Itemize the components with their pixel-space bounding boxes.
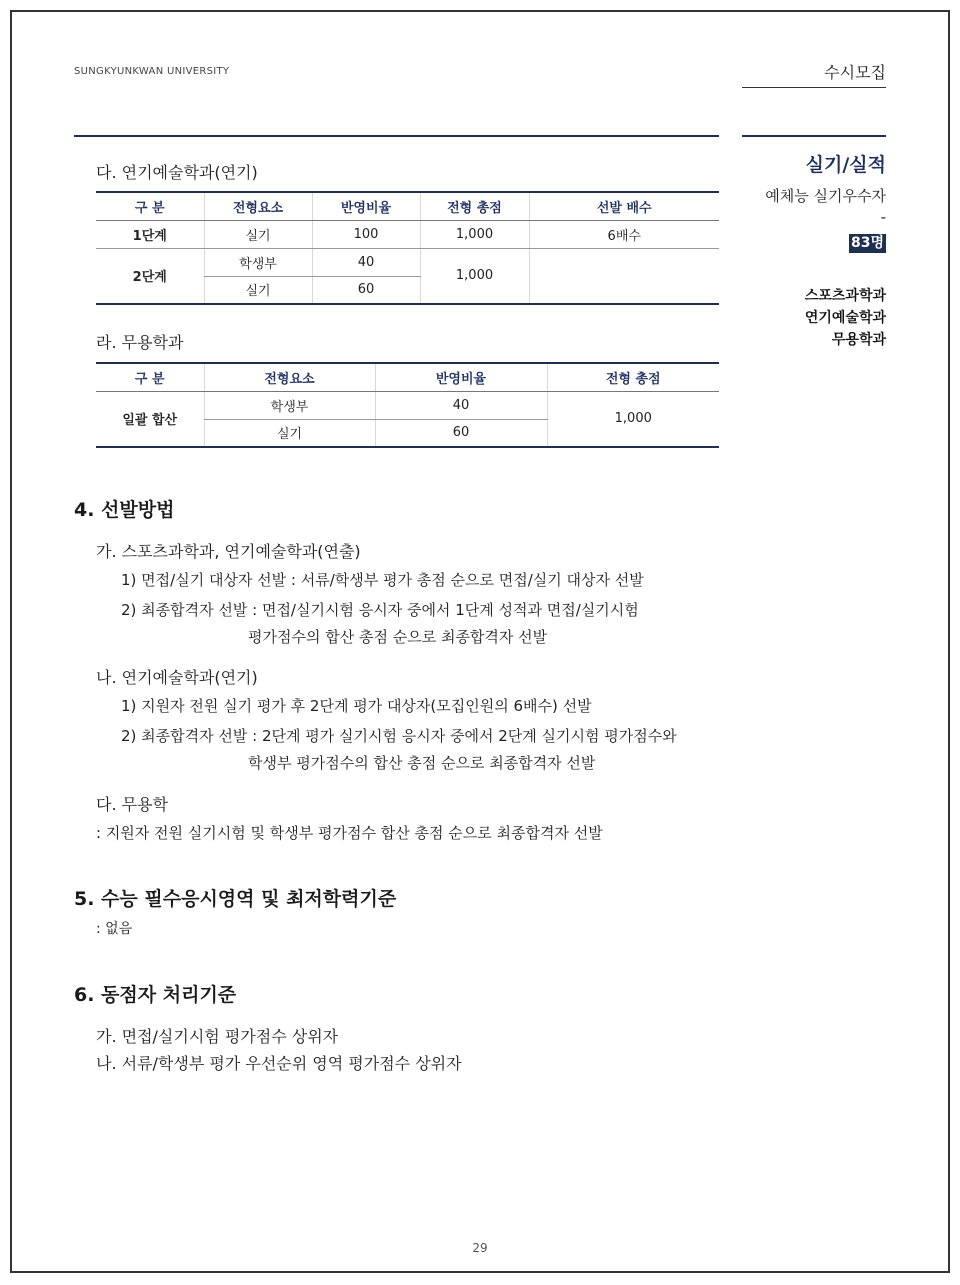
item-line-continued: 평가점수의 합산 총점 순으로 최종합격자 선발 bbox=[248, 628, 548, 646]
section4-ga-title: 가. 스포츠과학과, 연기예술학과(연출) bbox=[96, 542, 361, 561]
main-top-rule bbox=[74, 135, 719, 137]
section4-da-title: 다. 무용학 bbox=[96, 795, 168, 814]
ratio-cell: 100 bbox=[312, 220, 420, 248]
stage-label: 일괄 합산 bbox=[122, 413, 178, 429]
col-header-element: 전형요소 bbox=[204, 192, 312, 220]
table-header-row bbox=[96, 192, 719, 220]
section4-na-title: 나. 연기예술학과(연기) bbox=[96, 668, 258, 687]
multiple-cell bbox=[529, 248, 719, 304]
element-cell: 실기 bbox=[204, 276, 312, 304]
sidebar-subtitle: 예체능 실기우수자 bbox=[765, 187, 886, 205]
department-item: 무용학과 bbox=[831, 332, 886, 348]
section4-da-text: : 지원자 전원 실기시험 및 학생부 평가점수 합산 총점 순으로 최종합격자 선발 bbox=[96, 824, 603, 842]
sidebar bbox=[742, 150, 886, 351]
section6-item1: 가. 면접/실기시험 평가점수 상위자 bbox=[96, 1027, 339, 1046]
element-cell: 실기 bbox=[204, 419, 375, 447]
page-number: 29 bbox=[472, 1241, 488, 1255]
total-cell: 1,000 bbox=[547, 391, 719, 447]
table-row bbox=[96, 391, 719, 419]
acting-table bbox=[96, 191, 719, 305]
table-row bbox=[96, 220, 719, 248]
sidebar-title: 실기/실적 bbox=[805, 154, 886, 176]
section4-ga-item1: 1) 면접/실기 대상자 선발 : 서류/학생부 평가 총점 순으로 면접/실기 대상자 선발 bbox=[121, 571, 644, 589]
col-header-multiple: 선발 배수 bbox=[529, 192, 719, 220]
section4-title: 4. 선발방법 bbox=[74, 499, 175, 521]
section6-item2: 나. 서류/학생부 평가 우선순위 영역 평가점수 상위자 bbox=[96, 1054, 462, 1073]
col-header-ratio: 반영비율 bbox=[312, 192, 420, 220]
section6-title: 6. 동점자 처리기준 bbox=[74, 984, 237, 1006]
department-item: 연기예술학과 bbox=[804, 310, 886, 326]
multiple-cell: 6배수 bbox=[529, 220, 719, 248]
ratio-cell: 40 bbox=[312, 248, 420, 276]
section5-text: : 없음 bbox=[96, 921, 133, 937]
element-cell: 실기 bbox=[204, 220, 312, 248]
section4-na-item1: 1) 지원자 전원 실기 평가 후 2단계 평가 대상자(모집인원의 6배수) 선발 bbox=[121, 697, 592, 715]
ratio-cell: 40 bbox=[375, 391, 547, 419]
header-category bbox=[742, 60, 886, 88]
category-label: 수시모집 bbox=[824, 63, 886, 82]
ratio-cell: 60 bbox=[375, 419, 547, 447]
col-header-ratio: 반영비율 bbox=[375, 363, 547, 391]
stage-label: 1단계 bbox=[96, 220, 204, 248]
total-cell: 1,000 bbox=[420, 248, 529, 304]
col-header-category: 구 분 bbox=[96, 363, 204, 391]
section5-title: 5. 수능 필수응시영역 및 최저학력기준 bbox=[74, 888, 397, 910]
dance-table bbox=[96, 362, 719, 448]
col-header-total: 전형 총점 bbox=[420, 192, 529, 220]
sidebar-count-badge: 83명 bbox=[850, 235, 884, 251]
sidebar-dash: - bbox=[880, 208, 886, 226]
element-cell: 학생부 bbox=[204, 391, 375, 419]
acting-section-title: 다. 연기예술학과(연기) bbox=[96, 163, 258, 182]
table-header-row bbox=[96, 363, 719, 391]
total-cell: 1,000 bbox=[420, 220, 529, 248]
table-row bbox=[96, 248, 719, 276]
department-item: 스포츠과학과 bbox=[804, 288, 886, 304]
item-line-continued: 학생부 평가점수의 합산 총점 순으로 최종합격자 선발 bbox=[248, 754, 596, 772]
col-header-category: 구 분 bbox=[96, 192, 204, 220]
stage-label: 2단계 bbox=[132, 270, 167, 286]
university-name: SUNGKYUNKWAN UNIVERSITY bbox=[74, 66, 230, 77]
section4-ga-item2 bbox=[121, 597, 639, 651]
department-list bbox=[742, 285, 886, 351]
item-line: 2) 최종합격자 선발 : 면접/실기시험 응시자 중에서 1단계 성적과 면접/실기시험 bbox=[121, 601, 639, 619]
side-top-rule bbox=[742, 135, 886, 137]
col-header-element: 전형요소 bbox=[204, 363, 375, 391]
element-cell: 학생부 bbox=[204, 248, 312, 276]
ratio-cell: 60 bbox=[312, 276, 420, 304]
dance-section-title: 라. 무용학과 bbox=[96, 333, 184, 352]
item-line: 2) 최종합격자 선발 : 2단계 평가 실기시험 응시자 중에서 2단계 실기시험 평가점수와 bbox=[121, 727, 677, 745]
section4-na-item2 bbox=[121, 723, 677, 777]
col-header-total: 전형 총점 bbox=[547, 363, 719, 391]
